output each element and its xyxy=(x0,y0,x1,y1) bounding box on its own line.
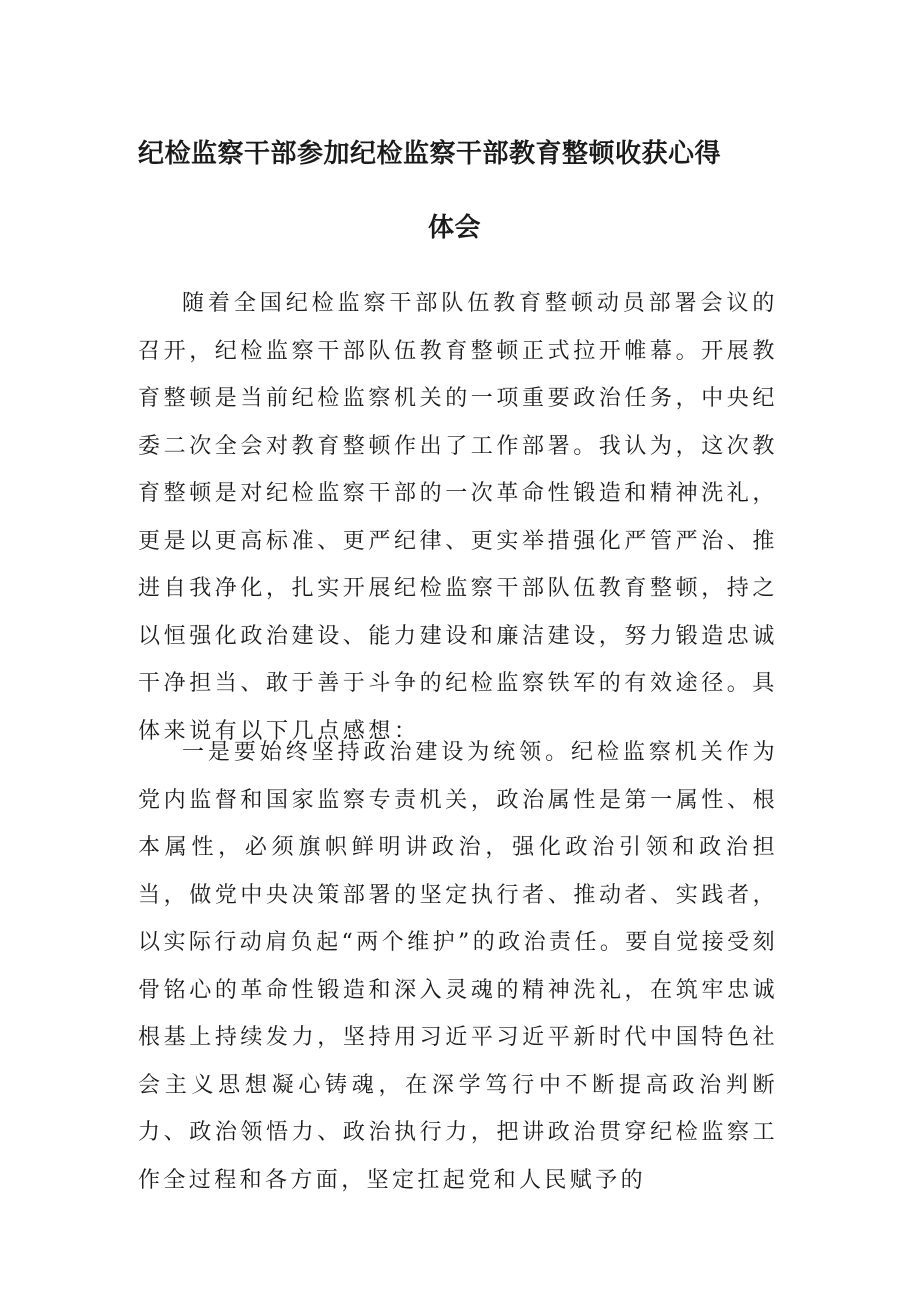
paragraph-intro: 随着全国纪检监察干部队伍教育整顿动员部署会议的召开，纪检监察干部队伍教育整顿正式拉开帷幕。开展教育整顿是当前纪检监察机关的一项重要政治任务，中央纪委二次全会对教育整顿作出了工作部署。我认为，这次教育整顿是对纪检监察干部的一次革命性锻造和精神洗礼，更是以更高标准、更严纪律、更实举措强化严管严治、推进自我净化，扎实开展纪检监察干部队伍教育整顿，持之以恒强化政治建设、能力建设和廉洁建设，努力锻造忠诚干净担当、敢于善于斗争的纪检监察铁军的有效途径。具体来说有以下几点感想： xyxy=(138,291,779,744)
document-title-line-1: 纪检监察干部参加纪检监察干部教育整顿收获心得 xyxy=(138,139,722,169)
paragraph-point-one: 一是要始终坚持政治建设为统领。纪检监察机关作为党内监督和国家监察专责机关，政治属性是第一属性、根本属性，必须旗帜鲜明讲政治，强化政治引领和政治担当，做党中央决策部署的坚定执行者、推动者、实践者，以实际行动肩负起“两个维护”的政治责任。要自觉接受刻骨铭心的革命性锻造和深入灵魂的精神洗礼，在筑牢忠诚根基上持续发力，坚持用习近平习近平新时代中国特色社会主义思想凝心铸魂，在深学笃行中不断提高政治判断力、政治领悟力、政治执行力，把讲政治贯穿纪检监察工作全过程和各方面，坚定扛起党和人民赋予的 xyxy=(138,740,778,1193)
document-title-line-2: 体会 xyxy=(428,213,482,243)
